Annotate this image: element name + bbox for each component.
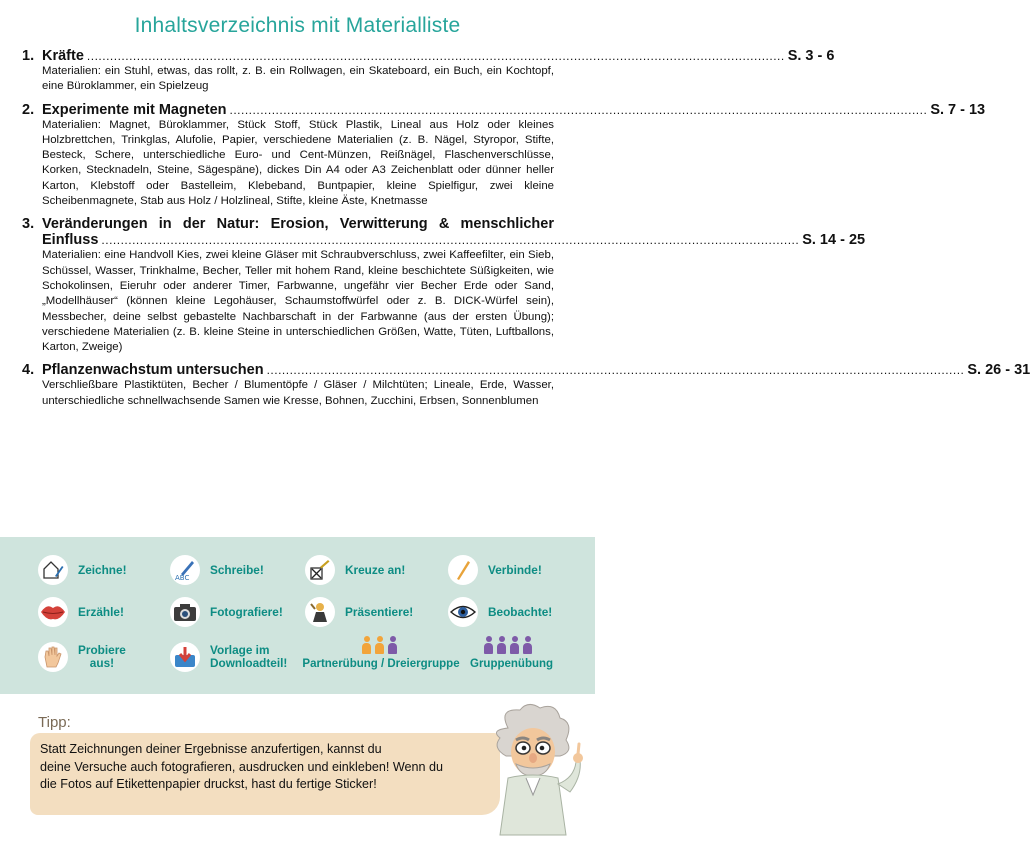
legend-group-label: Gruppenübung (470, 658, 554, 670)
icon-legend (0, 537, 595, 694)
legend-tell (38, 597, 124, 627)
mouth-icon (38, 597, 68, 627)
toc-entry-heading[interactable] (22, 101, 986, 118)
legend-present (305, 597, 413, 627)
tip-line: Statt Zeichnungen deiner Ergebnisse anzufertigen, kannst du (40, 742, 382, 756)
write-pencil-icon (170, 555, 200, 585)
toc-entry-heading[interactable] (22, 48, 835, 64)
legend-cross (305, 555, 405, 585)
materials-list: Materialien: ein Stuhl, etwas, das rollt, z. B. ein Rollwagen, ein Skateboard, ein Buch, ein Kochtopf, eine Büroklammer, ein Spielzeug (42, 65, 554, 93)
legend-cross-label: Kreuze an! (345, 562, 406, 577)
legend-download-line1: Vorlage im (210, 643, 270, 657)
professor-mascot-illustration (478, 700, 588, 835)
legend-download (170, 642, 287, 672)
materials-list: Verschließbare Plastiktüten, Becher / Blumentöpfe / Gläser / Milchtüten; Lineale, Erde, Wasser, unterschiedliche schnellwachsende Samen wie Kresse, Bohnen, Zucchini, Erbsen, Sonnenblumen (42, 379, 554, 407)
legend-present-label: Präsentiere! (345, 604, 414, 619)
entry-pages: S. 14 - 25 (802, 232, 866, 249)
page-title: Inhaltsverzeichnis mit Materialliste (134, 14, 461, 37)
tip-line: deine Versuche auch fotografieren, ausdrucken und einkleben! Wenn du (40, 759, 444, 774)
legend-draw (38, 555, 127, 585)
draw-house-icon (38, 555, 68, 585)
legend-try (38, 642, 126, 672)
legend-draw-label: Zeichne! (78, 562, 127, 577)
entry-number: 3. (22, 216, 35, 233)
eye-icon (448, 597, 478, 627)
entry-number: 1. (22, 48, 35, 64)
legend-photo-label: Fotografiere! (210, 604, 283, 619)
toc-entry-heading[interactable] (22, 216, 866, 249)
group-work-icon (484, 636, 532, 654)
legend-observe (448, 597, 552, 627)
tip-label: Tipp: (38, 714, 71, 731)
toc-entry-2 (22, 101, 986, 210)
legend-try-line2: aus! (89, 656, 115, 670)
presenter-icon (305, 597, 335, 627)
leader-dots: ...................................................................................................................................................................................... (229, 102, 928, 117)
legend-connect (448, 555, 542, 585)
entry-title-line2: Einfluss (42, 232, 99, 249)
table-of-contents (22, 48, 1030, 416)
legend-try-line1: Probiere (78, 643, 126, 657)
download-icon (170, 642, 200, 672)
toc-entry-heading[interactable] (22, 362, 1030, 379)
legend-observe-label: Beobachte! (488, 604, 553, 619)
tip-line: die Fotos auf Etikettenpapier druckst, hast du fertige Sticker! (40, 777, 377, 791)
entry-title-line1: Veränderungen in der Natur: Erosion, Verwitterung & menschlicher (42, 216, 554, 233)
abc-glyph: ABC (175, 574, 190, 582)
hand-icon (38, 642, 68, 672)
camera-icon (170, 597, 200, 627)
legend-write-label: Schreibe! (210, 562, 264, 577)
entry-pages: S. 7 - 13 (930, 101, 986, 118)
toc-entry-3 (22, 216, 866, 355)
legend-download-label (210, 644, 287, 670)
materials-list: Materialien: eine Handvoll Kies, zwei kleine Gläser mit Schraubverschluss, zwei Kaffeefilter, ein Sieb, Schüssel, Wasser, Trinkhalme, Becher, Teller mit hohem Rand, kleine beschichtete Süßigkeiten, wie Schokolinsen, Eieruhr oder anderer Timer, Farbwanne, ungefähr vier Becher Erde oder Sand, „Modellhäuser“ (können kleine Legohäuser, Schaumstoffwürfel oder z. B. DICK-Würfel sein), Messbecher, deine selbst gebastelte Nachbarschaft in der Farbwanne (aus der ersten Übung); verschiedene Materialien (z. B. kleine Steine in unterschiedlichen Größen, Watte, Tüten, Luftballons, Karton, Zweige) (42, 249, 554, 354)
materials-list: Materialien: Magnet, Büroklammer, Stück Stoff, Stück Plastik, Lineal aus Holz oder kleines Holzbrettchen, Trinkglas, Alufolie, Papier, verschiedene Materialien (z. B. Nägel, Styropor, Stifte, Besteck, Schere, unterschiedliche Euro- und Cent-Münzen, Reißnägel, Flaschenverschlüsse, Korken, Stecknadeln, Steine, Sägespäne), dickes Din A4 oder A3 Zeichenblatt oder dünner heller Karton, Klebstoff oder Bastelleim, Klebeband, Buntpapier, kleine Spielfigur, zwei kleine Scheibenmagnete, Stab aus Holz / Holzlineal, Stifte, kleine Äste, Knetmasse (42, 118, 554, 208)
entry-title: Pflanzenwachstum untersuchen (42, 362, 264, 379)
legend-download-line2: Downloadteil! (210, 656, 288, 670)
entry-pages: S. 3 - 6 (787, 48, 835, 64)
legend-try-label (78, 644, 126, 670)
entry-title: Kräfte (42, 48, 84, 64)
checkbox-cross-icon (305, 555, 335, 585)
toc-entry-1 (22, 48, 835, 95)
tip-text (40, 741, 486, 794)
legend-connect-label: Verbinde! (488, 562, 542, 577)
toc-entry-4 (22, 362, 1030, 409)
connect-pencil-icon (448, 555, 478, 585)
legend-write (170, 555, 264, 585)
legend-partner-label: Partnerübung / Dreiergruppe (302, 658, 460, 670)
leader-dots: ...................................................................................................................................................................................... (101, 233, 800, 248)
legend-tell-label: Erzähle! (78, 604, 124, 619)
entry-title: Experimente mit Magneten (42, 101, 227, 118)
entry-number: 2. (22, 101, 35, 118)
partner-group-icon (362, 636, 397, 654)
entry-number: 4. (22, 362, 35, 379)
entry-pages: S. 26 - 31 (967, 362, 1030, 379)
leader-dots: ...................................................................................................................................................................................... (266, 363, 965, 378)
leader-dots: ...................................................................................................................................................................................... (86, 49, 785, 63)
legend-photo (170, 597, 283, 627)
